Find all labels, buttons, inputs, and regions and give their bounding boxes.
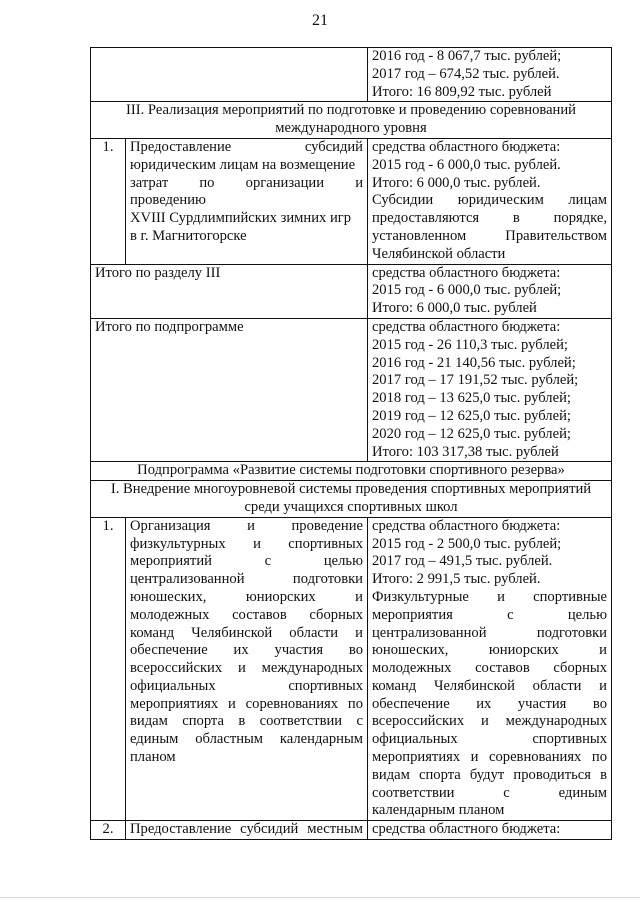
text-line: средства областного бюджета: bbox=[372, 138, 561, 155]
subprogram-title-row bbox=[91, 462, 612, 481]
table-row bbox=[91, 821, 612, 840]
item-description bbox=[126, 517, 368, 821]
text-line: затрат по организации и bbox=[130, 174, 363, 191]
text-line: установленном Правительством bbox=[372, 227, 607, 244]
funding-cell bbox=[368, 318, 612, 461]
section-header: I. Внедрение многоуровневой системы проведения спортивных мероприятий среди учащихся спортивных школ bbox=[91, 481, 612, 518]
text-line: юношеских, юниорских и bbox=[372, 642, 607, 659]
text-line: Субсидии юридическим лицам bbox=[372, 192, 607, 209]
text-line: команд Челябинской области и bbox=[130, 624, 363, 641]
text-line: централизованной подготовки bbox=[130, 571, 363, 588]
total-label: Итого по подпрограмме bbox=[91, 318, 368, 461]
text-line: официальных спортивных bbox=[130, 677, 363, 694]
text-line: 2015 год - 2 500,0 тыс. рублей; bbox=[372, 535, 562, 552]
text-line: 2020 год – 12 625,0 тыс. рублей; bbox=[372, 425, 571, 442]
item-number: 1. bbox=[91, 517, 126, 821]
text-line: Организация и проведение bbox=[130, 517, 363, 534]
table-row bbox=[91, 138, 612, 264]
text-line: 2017 год – 17 191,52 тыс. рублей; bbox=[372, 372, 579, 389]
text-line: физкультурных и спортивных bbox=[130, 535, 363, 552]
table-row bbox=[91, 48, 612, 102]
text-line: 2018 год – 13 625,0 тыс. рублей; bbox=[372, 390, 571, 407]
text-line: планом bbox=[130, 749, 176, 766]
text-line: средства областного бюджета: bbox=[372, 821, 561, 838]
item-number: 2. bbox=[91, 821, 126, 840]
text-line: Итого: 6 000,0 тыс. рублей bbox=[372, 300, 537, 317]
text-line: 2017 год – 491,5 тыс. рублей. bbox=[372, 553, 553, 570]
text-line: XVIII Сурдлимпийских зимних игр bbox=[130, 210, 352, 227]
item-number: 1. bbox=[91, 138, 126, 264]
text-line: официальных спортивных bbox=[372, 731, 607, 748]
empty-cell bbox=[91, 48, 368, 102]
funding-table bbox=[90, 47, 612, 840]
section-header-row bbox=[91, 102, 612, 139]
text-line: 2016 год - 21 140,56 тыс. рублей; bbox=[372, 354, 576, 371]
text-line: Итого: 16 809,92 тыс. рублей bbox=[372, 83, 552, 100]
text-line: мероприятиях и соревнованиях по bbox=[372, 749, 607, 766]
text-line: Челябинской области bbox=[372, 245, 506, 262]
text-line: мероприятия с целью bbox=[372, 606, 607, 623]
text-line: обеспечение их участия во bbox=[130, 642, 363, 659]
text-line: средства областного бюджета: bbox=[372, 517, 561, 534]
text-line: Предоставление субсидий местным bbox=[130, 821, 363, 838]
section-header-row bbox=[91, 481, 612, 518]
text-line: всероссийских и международных bbox=[130, 660, 363, 677]
total-row bbox=[91, 318, 612, 461]
text-line: в г. Магнитогорске bbox=[130, 227, 247, 244]
text-line: Итого: 103 317,38 тыс. рублей bbox=[372, 443, 559, 460]
text-line: мероприятий с целью bbox=[130, 553, 363, 570]
funding-cell bbox=[368, 138, 612, 264]
text-line: проведению bbox=[130, 192, 206, 209]
item-description bbox=[126, 821, 368, 840]
item-description bbox=[126, 138, 368, 264]
text-line: единым областным календарным bbox=[130, 731, 363, 748]
table-row bbox=[91, 517, 612, 821]
subprogram-title: Подпрограмма «Развитие системы подготовки спортивного резерва» bbox=[91, 462, 612, 481]
funding-cell bbox=[368, 264, 612, 318]
text-line: Итого: 2 991,5 тыс. рублей. bbox=[372, 571, 541, 588]
text-line: соответствии с единым bbox=[372, 784, 607, 801]
text-line: Итого: 6 000,0 тыс. рублей. bbox=[372, 174, 541, 191]
text-line: молодежных составов сборных bbox=[130, 606, 363, 623]
text-line: юридическим лицам на возмещение bbox=[130, 156, 356, 173]
text-line: видам спорта будут проводиться в bbox=[372, 766, 607, 783]
text-line: централизованной подготовки bbox=[372, 624, 607, 641]
funding-cell bbox=[368, 821, 612, 840]
text-line: 2016 год - 8 067,7 тыс. рублей; bbox=[372, 48, 562, 64]
total-label: Итого по разделу III bbox=[91, 264, 368, 318]
text-line: мероприятиях и соревнованиях по bbox=[130, 695, 363, 712]
text-line: Физкультурные и спортивные bbox=[372, 588, 607, 605]
text-line: 2015 год - 6 000,0 тыс. рублей. bbox=[372, 156, 561, 173]
text-line: средства областного бюджета: bbox=[372, 264, 561, 281]
text-line: Предоставление субсидий bbox=[130, 138, 363, 155]
text-line: 2015 год - 26 110,3 тыс. рублей; bbox=[372, 336, 568, 353]
text-line: 2017 год – 674,52 тыс. рублей. bbox=[372, 65, 560, 82]
text-line: календарным планом bbox=[372, 802, 505, 819]
scan-edge-line bbox=[0, 897, 640, 898]
total-row bbox=[91, 264, 612, 318]
text-line: команд Челябинской области и bbox=[372, 677, 607, 694]
text-line: 2015 год - 6 000,0 тыс. рублей; bbox=[372, 282, 562, 299]
page-number: 21 bbox=[312, 12, 328, 29]
text-line: 2019 год – 12 625,0 тыс. рублей; bbox=[372, 407, 571, 424]
text-line: обеспечение их участия во bbox=[372, 695, 607, 712]
text-line: предоставляются в порядке, bbox=[372, 210, 607, 227]
funding-cell bbox=[368, 517, 612, 821]
text-line: средства областного бюджета: bbox=[372, 318, 561, 335]
text-line: всероссийских и международных bbox=[372, 713, 607, 730]
section-header: III. Реализация мероприятий по подготовке и проведению соревнований международного уровня bbox=[91, 102, 612, 139]
text-line: юношеских, юниорских и bbox=[130, 588, 363, 605]
funding-cell bbox=[368, 48, 612, 102]
text-line: видам спорта в соответствии с bbox=[130, 713, 363, 730]
text-line: молодежных составов сборных bbox=[372, 660, 607, 677]
